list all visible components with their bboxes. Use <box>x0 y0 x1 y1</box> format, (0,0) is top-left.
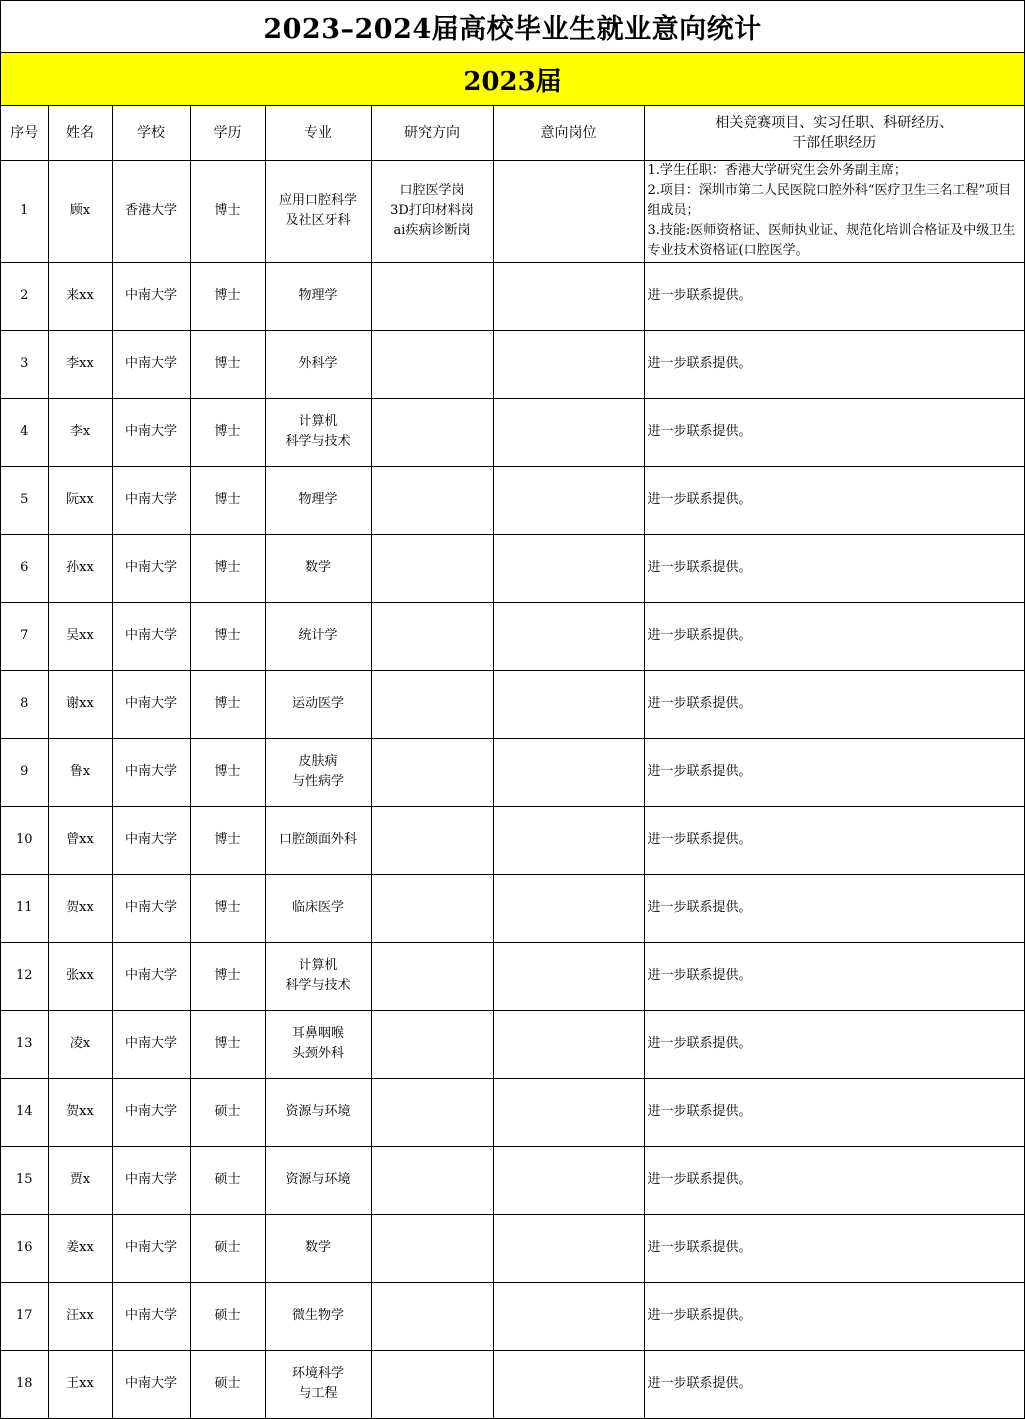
cell-experience <box>644 670 1024 738</box>
experience-line: 进一步联系提供。 <box>647 900 752 915</box>
table-row <box>1 398 1024 466</box>
cell-position <box>493 602 644 670</box>
experience-line: 进一步联系提供。 <box>647 764 752 779</box>
cell-direction <box>371 942 493 1010</box>
table-row <box>1 160 1024 262</box>
cell-name: 凌x <box>48 1010 112 1078</box>
cell-direction <box>371 398 493 466</box>
cell-name: 汪xx <box>48 1282 112 1350</box>
cell-school: 中南大学 <box>112 466 190 534</box>
cell-school: 中南大学 <box>112 398 190 466</box>
col-header-school: 学校 <box>112 106 190 160</box>
cell-position <box>493 1282 644 1350</box>
cell-major: 数学 <box>265 1214 371 1282</box>
cell-major: 临床医学 <box>265 874 371 942</box>
cell-degree: 博士 <box>190 262 265 330</box>
cell-direction <box>371 466 493 534</box>
col-header-direction: 研究方向 <box>371 106 493 160</box>
table-row <box>1 330 1024 398</box>
cell-position <box>493 534 644 602</box>
cell-major: 计算机 科学与技术 <box>265 942 371 1010</box>
cell-position <box>493 1214 644 1282</box>
cell-no: 9 <box>1 738 48 806</box>
cell-experience <box>644 738 1024 806</box>
table-row <box>1 1146 1024 1214</box>
table-row <box>1 534 1024 602</box>
cell-name: 张xx <box>48 942 112 1010</box>
cell-degree: 硕士 <box>190 1146 265 1214</box>
cell-experience <box>644 466 1024 534</box>
cell-direction <box>371 670 493 738</box>
cell-degree: 博士 <box>190 602 265 670</box>
cell-position <box>493 806 644 874</box>
cell-experience <box>644 602 1024 670</box>
experience-line: 进一步联系提供。 <box>647 1240 752 1255</box>
cell-school: 中南大学 <box>112 1010 190 1078</box>
cell-no: 16 <box>1 1214 48 1282</box>
cell-position <box>493 670 644 738</box>
cell-major: 统计学 <box>265 602 371 670</box>
cell-no: 11 <box>1 874 48 942</box>
cell-name: 吴xx <box>48 602 112 670</box>
cell-position <box>493 160 644 262</box>
table-body <box>1 160 1024 1418</box>
cell-major: 数学 <box>265 534 371 602</box>
cell-degree: 博士 <box>190 398 265 466</box>
cell-name: 孙xx <box>48 534 112 602</box>
cell-name: 曾xx <box>48 806 112 874</box>
cell-school: 中南大学 <box>112 1282 190 1350</box>
cell-school: 中南大学 <box>112 1350 190 1418</box>
cell-no: 12 <box>1 942 48 1010</box>
cell-experience <box>644 160 1024 262</box>
cell-direction <box>371 738 493 806</box>
table-row <box>1 738 1024 806</box>
cell-school: 中南大学 <box>112 1078 190 1146</box>
col-header-major: 专业 <box>265 106 371 160</box>
cell-direction <box>371 1010 493 1078</box>
cell-position <box>493 1010 644 1078</box>
table-row <box>1 1350 1024 1418</box>
cell-name: 姜xx <box>48 1214 112 1282</box>
experience-line: 进一步联系提供。 <box>647 1308 752 1323</box>
cell-experience <box>644 1078 1024 1146</box>
cell-major: 应用口腔科学 及社区牙科 <box>265 160 371 262</box>
experience-line: 进一步联系提供。 <box>647 1376 752 1391</box>
cell-direction <box>371 602 493 670</box>
cell-position <box>493 466 644 534</box>
cell-degree: 博士 <box>190 330 265 398</box>
table-row <box>1 466 1024 534</box>
cell-position <box>493 942 644 1010</box>
cell-name: 李x <box>48 398 112 466</box>
cell-degree: 硕士 <box>190 1282 265 1350</box>
experience-line: 进一步联系提供。 <box>647 968 752 983</box>
cell-degree: 博士 <box>190 738 265 806</box>
cell-degree: 博士 <box>190 942 265 1010</box>
table-row <box>1 1214 1024 1282</box>
cell-direction <box>371 262 493 330</box>
cell-no: 3 <box>1 330 48 398</box>
experience-line: 进一步联系提供。 <box>647 1036 752 1051</box>
cell-experience <box>644 1214 1024 1282</box>
cell-position <box>493 874 644 942</box>
cell-degree: 硕士 <box>190 1214 265 1282</box>
cell-direction <box>371 1078 493 1146</box>
cell-no: 5 <box>1 466 48 534</box>
experience-line: 进一步联系提供。 <box>647 492 752 507</box>
cell-direction <box>371 1146 493 1214</box>
experience-line: 进一步联系提供。 <box>647 424 752 439</box>
table-row <box>1 942 1024 1010</box>
cell-direction: 口腔医学岗 3D打印材料岗 ai疾病诊断岗 <box>371 160 493 262</box>
experience-line: 3.技能:医师资格证、医师执业证、规范化培训合格证及中级卫生专业技术资格证(口腔医学。 <box>647 223 1016 258</box>
experience-line: 进一步联系提供。 <box>647 356 752 371</box>
cell-major: 环境科学 与工程 <box>265 1350 371 1418</box>
col-header-experience: 相关竞赛项目、实习任职、科研经历、 干部任职经历 <box>644 106 1024 160</box>
cell-school: 中南大学 <box>112 806 190 874</box>
table-row <box>1 1282 1024 1350</box>
table-row <box>1 262 1024 330</box>
cell-major: 微生物学 <box>265 1282 371 1350</box>
sheet-title: 2023–2024届高校毕业生就业意向统计 <box>1 1 1024 53</box>
cell-no: 15 <box>1 1146 48 1214</box>
cell-experience <box>644 1146 1024 1214</box>
cell-name: 来xx <box>48 262 112 330</box>
cell-no: 2 <box>1 262 48 330</box>
cell-no: 7 <box>1 602 48 670</box>
table-row <box>1 806 1024 874</box>
cell-no: 17 <box>1 1282 48 1350</box>
cell-position <box>493 1146 644 1214</box>
table-row <box>1 1078 1024 1146</box>
cell-school: 中南大学 <box>112 534 190 602</box>
experience-line: 进一步联系提供。 <box>647 560 752 575</box>
cell-degree: 博士 <box>190 874 265 942</box>
table-row <box>1 1010 1024 1078</box>
cell-school: 中南大学 <box>112 602 190 670</box>
cell-no: 6 <box>1 534 48 602</box>
cell-position <box>493 1350 644 1418</box>
cell-degree: 博士 <box>190 1010 265 1078</box>
cell-no: 18 <box>1 1350 48 1418</box>
cell-no: 13 <box>1 1010 48 1078</box>
cell-major: 资源与环境 <box>265 1146 371 1214</box>
cell-no: 14 <box>1 1078 48 1146</box>
cell-direction <box>371 806 493 874</box>
cell-school: 中南大学 <box>112 670 190 738</box>
table-row <box>1 874 1024 942</box>
cell-no: 8 <box>1 670 48 738</box>
cell-school: 中南大学 <box>112 330 190 398</box>
cell-major: 皮肤病 与性病学 <box>265 738 371 806</box>
cell-no: 4 <box>1 398 48 466</box>
cell-direction <box>371 330 493 398</box>
header-row <box>1 106 1024 160</box>
cell-position <box>493 398 644 466</box>
cell-school: 中南大学 <box>112 1146 190 1214</box>
cell-experience <box>644 534 1024 602</box>
cell-major: 运动医学 <box>265 670 371 738</box>
cell-no: 1 <box>1 160 48 262</box>
cell-experience <box>644 330 1024 398</box>
cell-major: 计算机 科学与技术 <box>265 398 371 466</box>
table-row <box>1 670 1024 738</box>
cell-experience <box>644 942 1024 1010</box>
cell-experience <box>644 398 1024 466</box>
cell-name: 贾x <box>48 1146 112 1214</box>
cell-position <box>493 1078 644 1146</box>
cell-direction <box>371 534 493 602</box>
cell-degree: 博士 <box>190 670 265 738</box>
col-header-position: 意向岗位 <box>493 106 644 160</box>
cell-degree: 博士 <box>190 160 265 262</box>
section-header: 2023届 <box>1 53 1024 106</box>
cell-experience <box>644 262 1024 330</box>
cell-experience <box>644 1010 1024 1078</box>
cell-direction <box>371 1350 493 1418</box>
cell-name: 阮xx <box>48 466 112 534</box>
experience-line: 进一步联系提供。 <box>647 288 752 303</box>
cell-major: 口腔颌面外科 <box>265 806 371 874</box>
cell-degree: 博士 <box>190 466 265 534</box>
cell-major: 耳鼻咽喉 头颈外科 <box>265 1010 371 1078</box>
cell-degree: 博士 <box>190 806 265 874</box>
cell-name: 谢xx <box>48 670 112 738</box>
cell-school: 中南大学 <box>112 942 190 1010</box>
cell-school: 中南大学 <box>112 1214 190 1282</box>
cell-name: 李xx <box>48 330 112 398</box>
cell-position <box>493 330 644 398</box>
table-row <box>1 602 1024 670</box>
cell-name: 贺xx <box>48 1078 112 1146</box>
experience-line: 进一步联系提供。 <box>647 1172 752 1187</box>
experience-line: 进一步联系提供。 <box>647 696 752 711</box>
cell-degree: 硕士 <box>190 1350 265 1418</box>
cell-degree: 博士 <box>190 534 265 602</box>
cell-school: 香港大学 <box>112 160 190 262</box>
cell-name: 贺xx <box>48 874 112 942</box>
cell-direction <box>371 1214 493 1282</box>
cell-experience <box>644 1282 1024 1350</box>
experience-line: 2.项目：深圳市第二人民医院口腔外科“医疗卫生三名工程”项目组成员； <box>647 183 1012 218</box>
cell-school: 中南大学 <box>112 738 190 806</box>
experience-line: 进一步联系提供。 <box>647 628 752 643</box>
cell-experience <box>644 806 1024 874</box>
cell-major: 物理学 <box>265 262 371 330</box>
cell-direction <box>371 1282 493 1350</box>
cell-major: 外科学 <box>265 330 371 398</box>
experience-line: 1.学生任职：香港大学研究生会外务副主席； <box>647 163 907 178</box>
experience-line: 进一步联系提供。 <box>647 1104 752 1119</box>
cell-name: 顾x <box>48 160 112 262</box>
cell-major: 资源与环境 <box>265 1078 371 1146</box>
cell-school: 中南大学 <box>112 262 190 330</box>
cell-position <box>493 738 644 806</box>
cell-school: 中南大学 <box>112 874 190 942</box>
cell-name: 王xx <box>48 1350 112 1418</box>
cell-experience <box>644 874 1024 942</box>
cell-experience <box>644 1350 1024 1418</box>
graduates-table <box>1 106 1024 1419</box>
cell-no: 10 <box>1 806 48 874</box>
cell-name: 鲁x <box>48 738 112 806</box>
col-header-no: 序号 <box>1 106 48 160</box>
cell-position <box>493 262 644 330</box>
cell-direction <box>371 874 493 942</box>
col-header-name: 姓名 <box>48 106 112 160</box>
cell-major: 物理学 <box>265 466 371 534</box>
cell-degree: 硕士 <box>190 1078 265 1146</box>
experience-line: 进一步联系提供。 <box>647 832 752 847</box>
col-header-degree: 学历 <box>190 106 265 160</box>
